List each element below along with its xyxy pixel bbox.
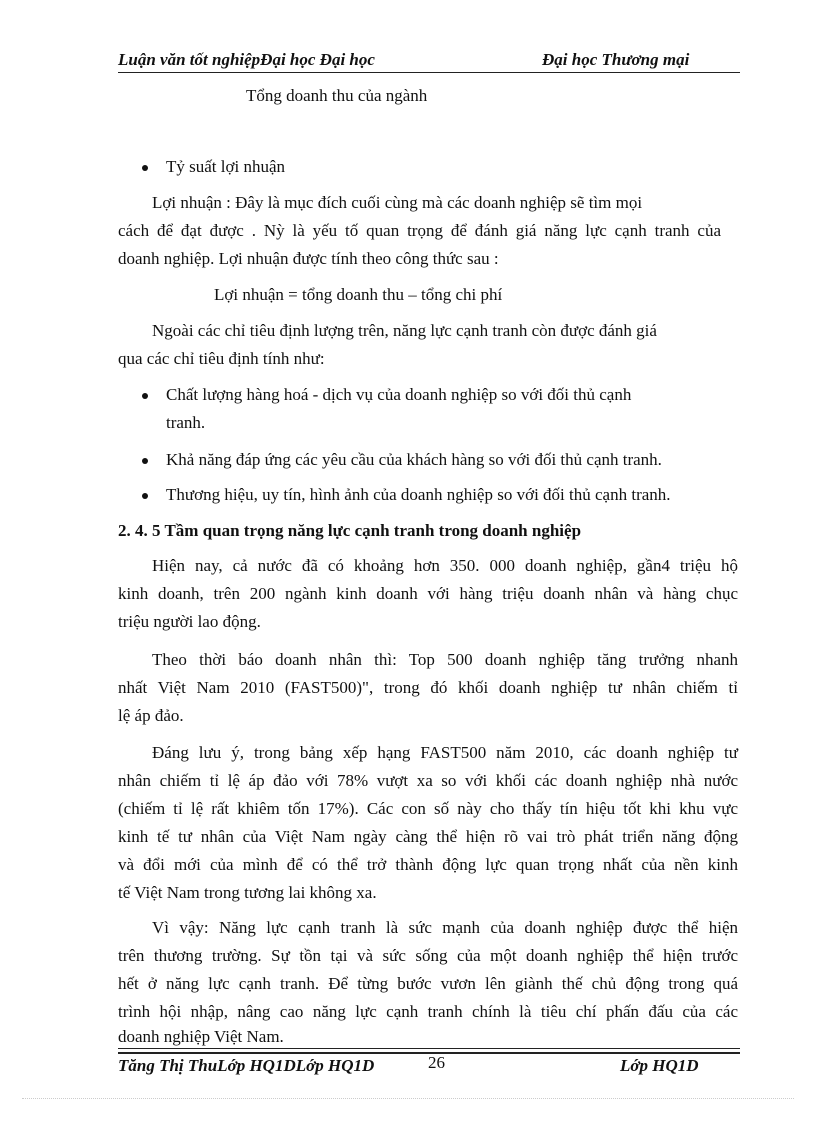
bullet-dot: [142, 458, 148, 464]
footer-left: Tăng Thị ThuLớp HQ1DLớp HQ1D: [118, 1056, 375, 1075]
para3-line: (chiếm tỉ lệ rất khiêm tốn 17%). Các con số này cho thấy tín hiệu tốt khi khu vực: [118, 799, 738, 818]
para1-line: kinh doanh, trên 200 ngành kinh doanh với hàng triệu doanh nhân và hàng chục: [118, 584, 738, 603]
para-qualitative-line: qua các chỉ tiêu định tính như:: [118, 349, 325, 368]
para1-line: Hiện nay, cả nước đã có khoảng hơn 350. 000 doanh nghiệp, gần4 triệu hộ: [152, 556, 738, 575]
header-left: Luận văn tốt nghiệpĐại học Đại học: [118, 50, 375, 69]
para3-line: kinh tế tư nhân của Việt Nam ngày càng thể hiện rõ vai trò phát triển năng động: [118, 827, 738, 846]
bullet-item-cont: tranh.: [166, 413, 206, 432]
bullet-item: Thương hiệu, uy tín, hình ảnh của doanh nghiệp so với đối thủ cạnh tranh.: [166, 485, 671, 504]
para1-line: triệu người lao động.: [118, 612, 261, 631]
footer-right: Lớp HQ1D: [620, 1056, 699, 1075]
header-rule: [118, 72, 740, 73]
para4-line: doanh nghiệp Việt Nam.: [118, 1027, 284, 1046]
bullet-profit-ratio: Tỷ suất lợi nhuận: [166, 157, 285, 176]
para3-line: và đổi mới của mình để có thể trở thành động lực quan trọng nhất của nền kinh: [118, 855, 738, 874]
page-number: 26: [428, 1053, 445, 1072]
para4-line: trên thương trường. Sự tồn tại và sức sống của một doanh nghiệp thể hiện trước: [118, 946, 738, 965]
bullet-item: Chất lượng hàng hoá - dịch vụ của doanh nghiệp so với đối thủ cạnh: [166, 385, 632, 404]
para4-line: trình hội nhập, nâng cao năng lực cạnh tranh chính là tiêu chí phấn đấu của các: [118, 1002, 738, 1021]
bullet-dot: [142, 165, 148, 171]
para-qualitative-line: Ngoài các chỉ tiêu định lượng trên, năng lực cạnh tranh còn được đánh giá: [152, 321, 657, 340]
formula-profit: Lợi nhuận = tổng doanh thu – tổng chi phí: [214, 285, 503, 304]
para4-line: Vì vậy: Năng lực cạnh tranh là sức mạnh của doanh nghiệp được thể hiện: [152, 918, 738, 937]
bullet-item: Khả năng đáp ứng các yêu cầu của khách hàng so với đối thủ cạnh tranh.: [166, 450, 662, 469]
section-heading: 2. 4. 5 Tầm quan trọng năng lực cạnh tranh trong doanh nghiệp: [118, 521, 582, 540]
para2-line: Theo thời báo doanh nhân thì: Top 500 doanh nghiệp tăng trưởng nhanh: [152, 650, 738, 669]
para3-line: nhân chiếm tỉ lệ áp đảo với 78% vượt xa so với khối các doanh nghiệp nhà nước: [118, 771, 738, 790]
footer-rule: [118, 1048, 740, 1049]
para-profit-line: doanh nghiệp. Lợi nhuận được tính theo công thức sau :: [118, 249, 499, 268]
para-profit-line: cách để đạt được . Nỳ là yếu tố quan trọng để đánh giá năng lực cạnh tranh của: [118, 221, 721, 240]
page-edge-dotted: [22, 1098, 794, 1099]
header-right: Đại học Thương mại: [542, 50, 690, 69]
para2-line: lệ áp đảo.: [118, 706, 184, 725]
para-profit-line: Lợi nhuận : Đây là mục đích cuối cùng mà các doanh nghiệp sẽ tìm mọi: [152, 193, 643, 212]
para2-line: nhất Việt Nam 2010 (FAST500)", trong đó khối doanh nghiệp tư nhân chiếm tỉ: [118, 678, 738, 697]
bullet-dot: [142, 493, 148, 499]
para4-line: hết ở năng lực cạnh tranh. Để từng bước vươn lên giành thế chủ động trong quá: [118, 974, 738, 993]
bullet-dot: [142, 393, 148, 399]
page-header: [118, 50, 740, 72]
formula-tail: Tổng doanh thu của ngành: [246, 86, 428, 105]
para3-line: Đáng lưu ý, trong bảng xếp hạng FAST500 năm 2010, các doanh nghiệp tư: [152, 743, 738, 762]
para3-line: tế Việt Nam trong tương lai không xa.: [118, 883, 377, 902]
